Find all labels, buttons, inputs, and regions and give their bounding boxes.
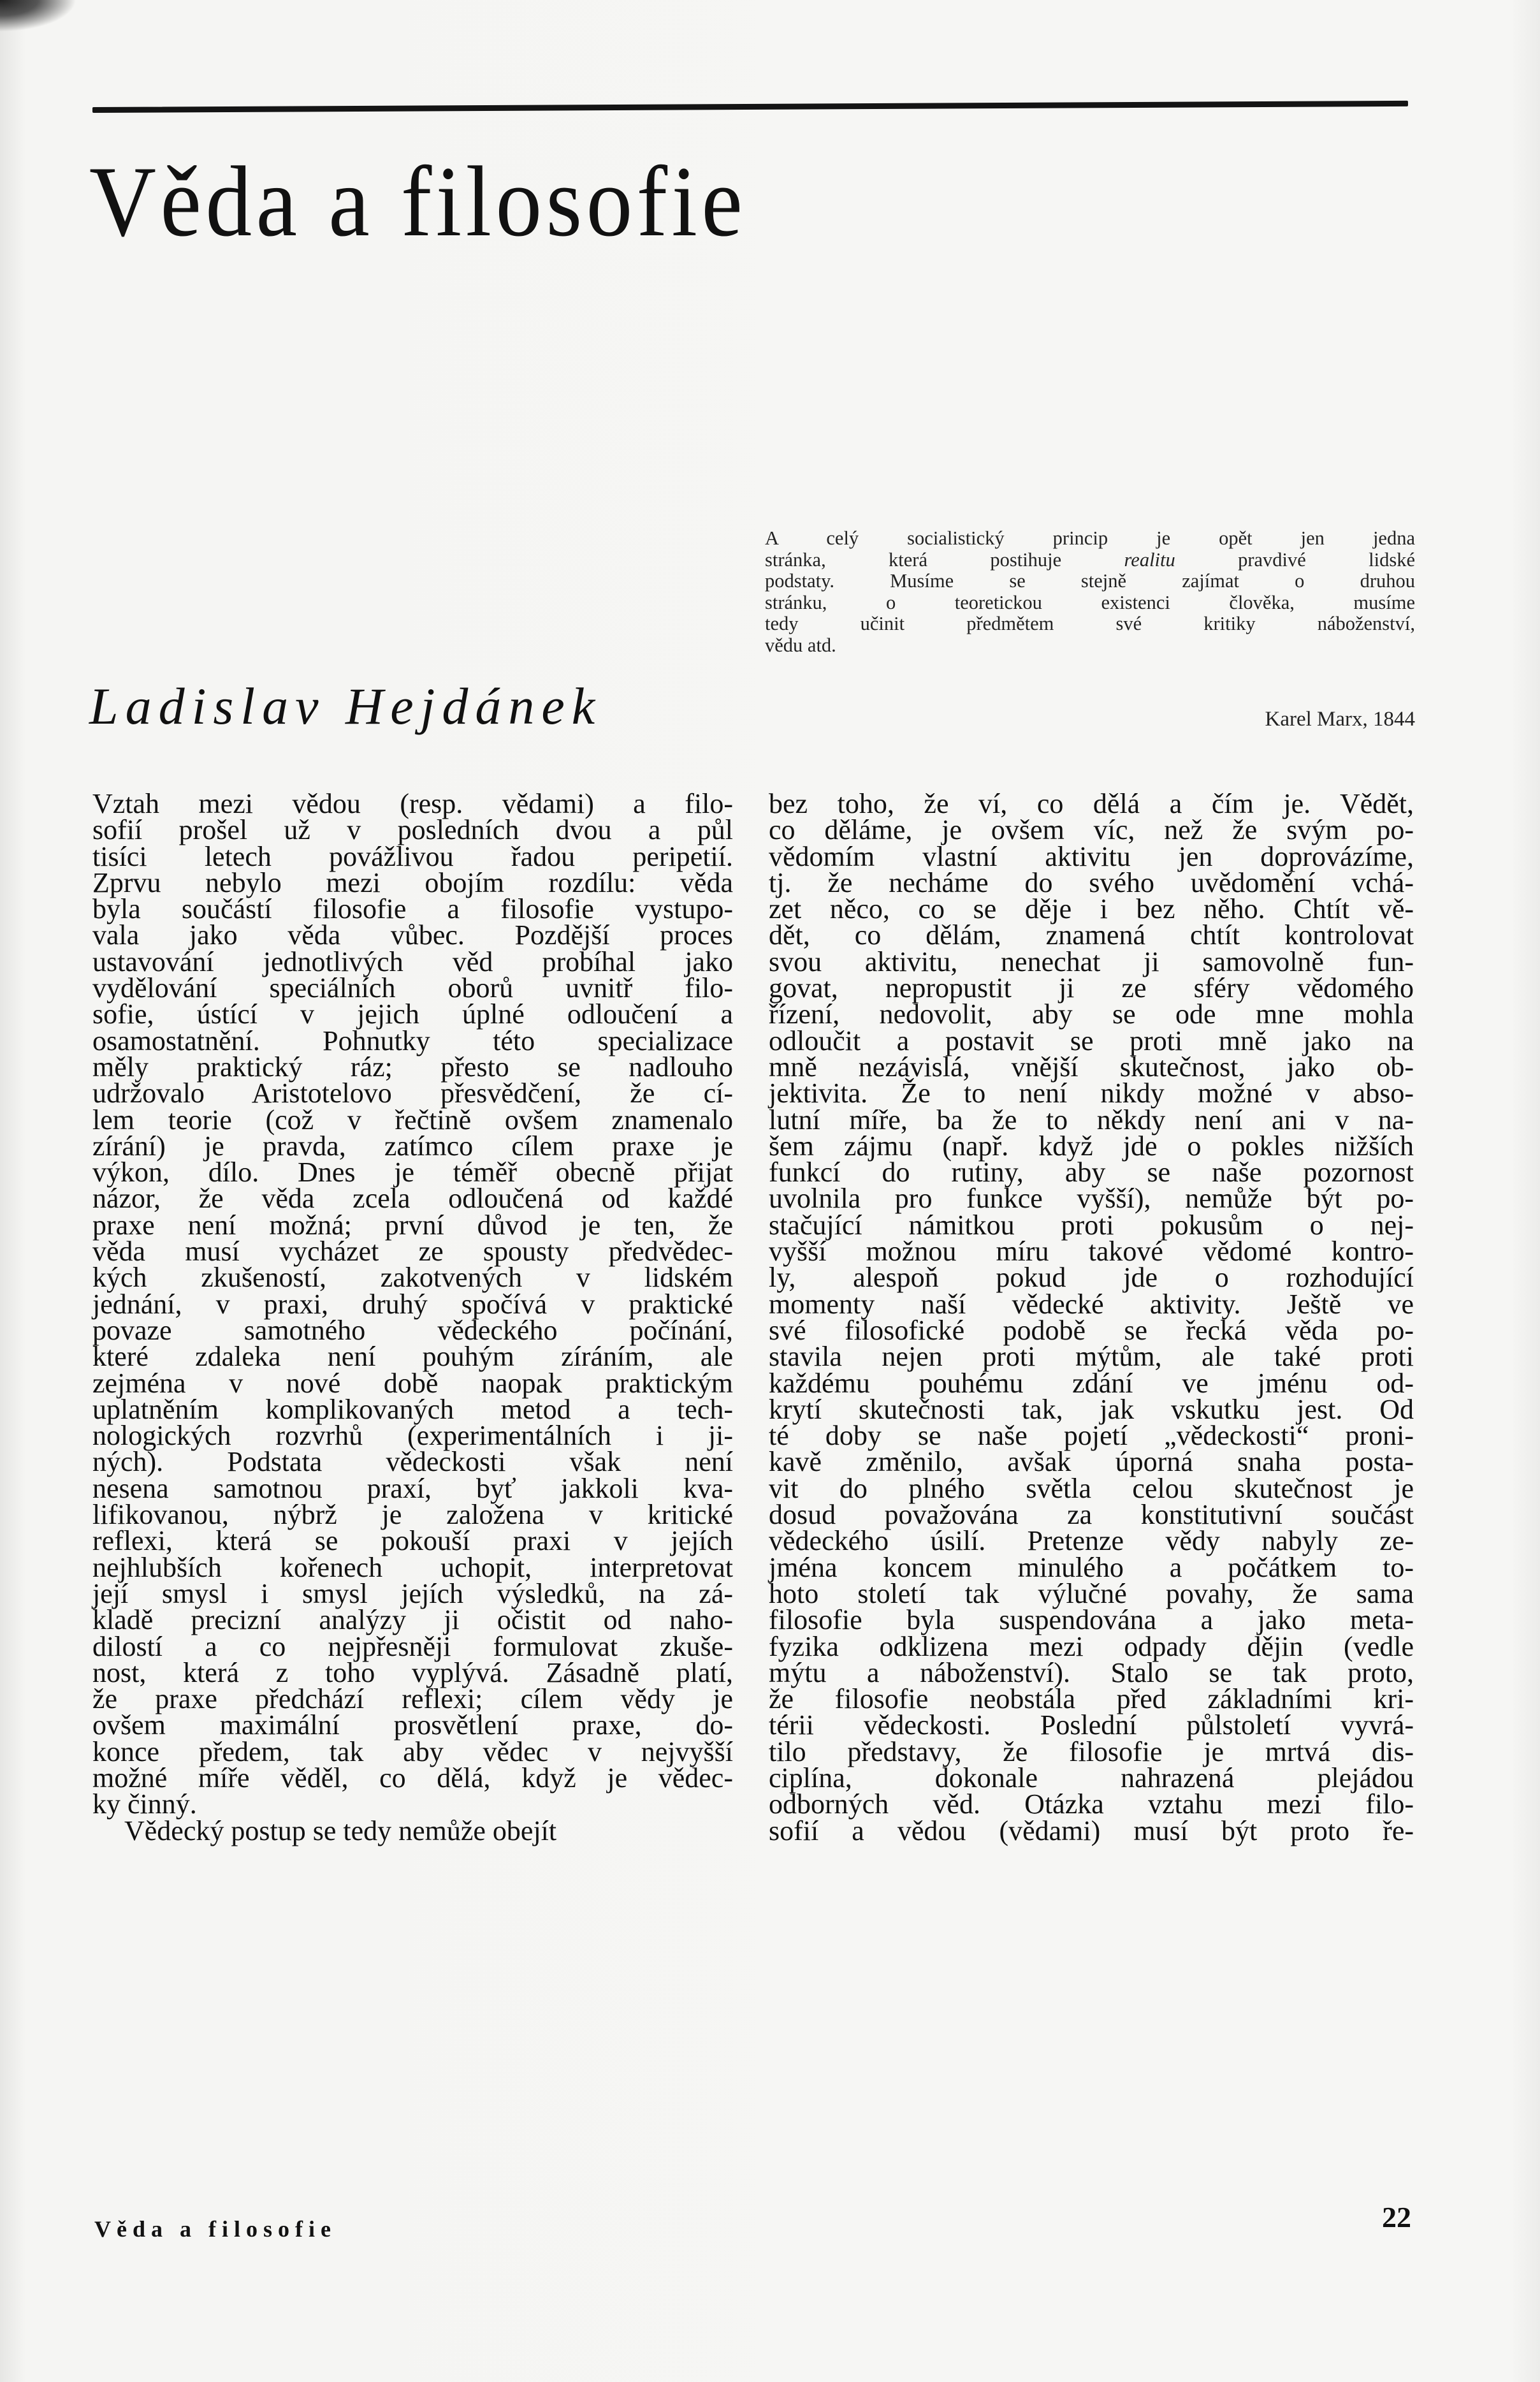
text-line: osamostatnění. Pohnutky této specializace [92, 1025, 733, 1056]
text-line: šem zájmu (např. když jde o pokles nižších [769, 1130, 1414, 1162]
text-line: Zprvu nebylo mezi obojím rozdílu: věda [92, 866, 733, 898]
text-line: lem teorie (což v řečtině ovšem znamenalo [92, 1104, 733, 1136]
text-line: povaze samotného vědeckého počínání, [92, 1314, 733, 1346]
text-line: nesena samotnou praxí, byť jakkoli kva- [92, 1472, 733, 1504]
text-line: sofií a vědou (vědami) musí být proto ře- [769, 1815, 1414, 1846]
text-line: svou aktivitu, nenechat ji samovolně fun- [769, 946, 1414, 977]
text-line: výkon, dílo. Dnes je téměř obecně přijat [92, 1157, 733, 1188]
text-line: které zdaleka není pouhým zíráním, ale [92, 1341, 733, 1373]
text-line: odloučit a postavit se proti mně jako na [769, 1025, 1414, 1056]
text-line: dosud považována za konstitutivní součást [769, 1499, 1414, 1531]
text-line: Vědecký postup se tedy nemůže obejít [124, 1815, 557, 1846]
text-line: krytí skutečnosti tak, jak vskutku jest. Od [769, 1393, 1414, 1425]
text-line: udržovalo Aristotelovo přesvědčení, že cí- [92, 1078, 733, 1109]
text-line: řízení, nedovolit, aby se ode mne mohla [769, 998, 1414, 1030]
text-line: že filosofie neobstála před základními kri- [769, 1683, 1414, 1715]
text-line: govat, nepropustit ji ze sféry vědomého [769, 972, 1414, 1004]
page-title: Věda a filosofie [89, 146, 747, 258]
text-line: co děláme, je ovšem víc, než že svým po- [769, 814, 1414, 846]
text-line: jektivita. Že to není nikdy možné v abso- [769, 1078, 1414, 1109]
text-line: lutní míře, ba že to někdy není ani v na- [769, 1104, 1414, 1136]
text-line: její smysl i smysl jejích výsledků, na zá- [92, 1577, 733, 1609]
text-line: stavila nejen proti mýtům, ale také proti [769, 1341, 1414, 1373]
text-line: nejhlubších kořenech uchopit, interpretovat [92, 1551, 733, 1583]
epigraph-emphasis: realitu [1124, 548, 1175, 571]
text-line: lifikovanou, nýbrž je založena v kritické [92, 1499, 733, 1531]
text-line: mně nezávislá, vnější skutečnost, jako ob- [769, 1051, 1414, 1083]
text-line: zírání) je pravda, zatímco cílem praxe je [92, 1130, 733, 1162]
text-line: ovšem maximální prosvětlení praxe, do- [92, 1709, 733, 1741]
text-line: hoto století tak výlučné povahy, že sama [769, 1577, 1414, 1609]
text-line: ly, alespoň pokud jde o rozhodující [769, 1262, 1414, 1294]
text-line: ky činný. [92, 1788, 197, 1820]
text-line: tisíci letech povážlivou řadou peripetií. [92, 840, 733, 872]
text-line: jména koncem minulého a počátkem to- [769, 1551, 1414, 1583]
epigraph-line: vědu atd. [765, 634, 836, 656]
text-line: vědomím vlastní aktivitu jen doprovázíme, [769, 840, 1414, 872]
epigraph-line: tedy učinit předmětem své kritiky náboženství, [765, 613, 1415, 634]
text-line: kavě změnilo, avšak úporná snaha posta- [769, 1446, 1414, 1478]
text-line: že praxe předchází reflexi; cílem vědy je [92, 1683, 733, 1715]
epigraph-line: stránka, která postihuje realitu pravdivé lidské [765, 548, 1416, 571]
text-line: ustavování jednotlivých věd probíhal jako [92, 946, 733, 977]
text-line: funkcí do rutiny, aby se naše pozornost [769, 1157, 1414, 1188]
text-line: měly praktický ráz; přesto se nadlouho [92, 1051, 733, 1083]
text-line: ciplína, dokonale nahrazená plejádou [769, 1762, 1414, 1794]
text-line: vala jako věda vůbec. Pozdější proces [92, 919, 733, 951]
text-line: jednání, v praxi, druhý spočívá v praktické [92, 1288, 733, 1320]
text-line: tilo představy, že filosofie je mrtvá dis- [769, 1735, 1414, 1767]
text-line: uplatněním komplikovaných metod a tech- [92, 1393, 733, 1425]
text-line: zejména v nové době naopak praktickým [92, 1367, 733, 1399]
text-line: dilostí a co nejpřesněji formulovat zkuše- [92, 1630, 733, 1662]
epigraph-line: podstaty. Musíme se stejně zajímat o druhou [765, 570, 1415, 592]
text-line: stačující námitkou proti pokusům o nej- [769, 1209, 1414, 1241]
scan-corner-shadow [0, 0, 76, 32]
text-line: kých zkušeností, zakotvených v lidském [92, 1262, 733, 1294]
text-line: momenty naší vědecké aktivity. Ještě ve [769, 1288, 1414, 1320]
page-number: 22 [1382, 2201, 1411, 2233]
text-line: vydělování speciálních oborů uvnitř filo- [92, 972, 733, 1004]
text-line: uvolnila pro funkce vyšší), nemůže být po- [769, 1183, 1414, 1215]
text-line: vědeckého úsilí. Pretenze vědy nabyly ze- [769, 1525, 1414, 1557]
epigraph-attribution: Karel Marx, 1844 [1265, 708, 1415, 731]
text-line: bez toho, že ví, co dělá a čím je. Vědět, [769, 788, 1414, 819]
epigraph [765, 528, 1415, 656]
text-line: každému pouhému zdání ve jménu od- [769, 1367, 1414, 1399]
text-line: tj. že necháme do svého uvědomění vchá- [769, 866, 1414, 898]
text-line: praxe není možná; první důvod je ten, že [92, 1209, 733, 1241]
text-line: fyzika odklizena mezi odpady dějin (vedle [769, 1630, 1414, 1662]
text-line: nost, která z toho vyplývá. Zásadně platí, [92, 1656, 733, 1688]
text-line: térii vědeckosti. Poslední půlstoletí vyvrá- [769, 1709, 1414, 1741]
text-line: zet něco, co se děje i bez něho. Chtít vě- [769, 893, 1414, 925]
text-line: věda musí vycházet ze spousty předvědec- [92, 1236, 733, 1268]
body-column-left [92, 788, 733, 1846]
text-line: sofií prošel už v posledních dvou a půl [92, 814, 733, 846]
text-line: filosofie byla suspendována a jako meta- [769, 1604, 1414, 1636]
text-line: sofie, ústící v jejich úplné odloučení a [92, 998, 733, 1030]
text-line: byla součástí filosofie a filosofie vystupo- [92, 893, 733, 925]
text-line: názor, že věda zcela odloučená od každé [92, 1183, 733, 1215]
text-line: kladě precizní analýzy ji očistit od naho- [92, 1604, 733, 1636]
text-line: vit do plného světla celou skutečnost je [769, 1472, 1414, 1504]
text-line: dět, co dělám, znamená chtít kontrolovat [769, 919, 1414, 951]
text-line: nologických rozvrhů (experimentálních i ji- [92, 1420, 733, 1452]
epigraph-line: A celý socialistický princip je opět jen jedna [765, 527, 1415, 549]
epigraph-line: stránku, o teoretickou existenci člověka, musíme [765, 591, 1415, 613]
author-name: Ladislav Hejdánek [89, 677, 602, 735]
text-line: té doby se naše pojetí „vědeckosti“ proni- [769, 1420, 1414, 1452]
text-line: odborných věd. Otázka vztahu mezi filo- [769, 1788, 1414, 1820]
text-line: reflexi, která se pokouší praxi v jejích [92, 1525, 733, 1557]
text-line: své filosofické podobě se řecká věda po- [769, 1314, 1414, 1346]
text-line: mýtu a náboženství). Stalo se tak proto, [769, 1656, 1414, 1688]
text-line: vyšší možnou míru takové vědomé kontro- [769, 1236, 1414, 1268]
text-line: možné míře věděl, co dělá, když je vědec- [92, 1762, 733, 1794]
text-line: Vztah mezi vědou (resp. vědami) a filo- [92, 788, 733, 819]
body-column-right [769, 788, 1414, 1846]
running-footer-title: Věda a filosofie [94, 2216, 337, 2242]
text-line: konce předem, tak aby vědec v nejvyšší [92, 1735, 733, 1767]
text-line: ných). Podstata vědeckosti však není [92, 1446, 733, 1478]
